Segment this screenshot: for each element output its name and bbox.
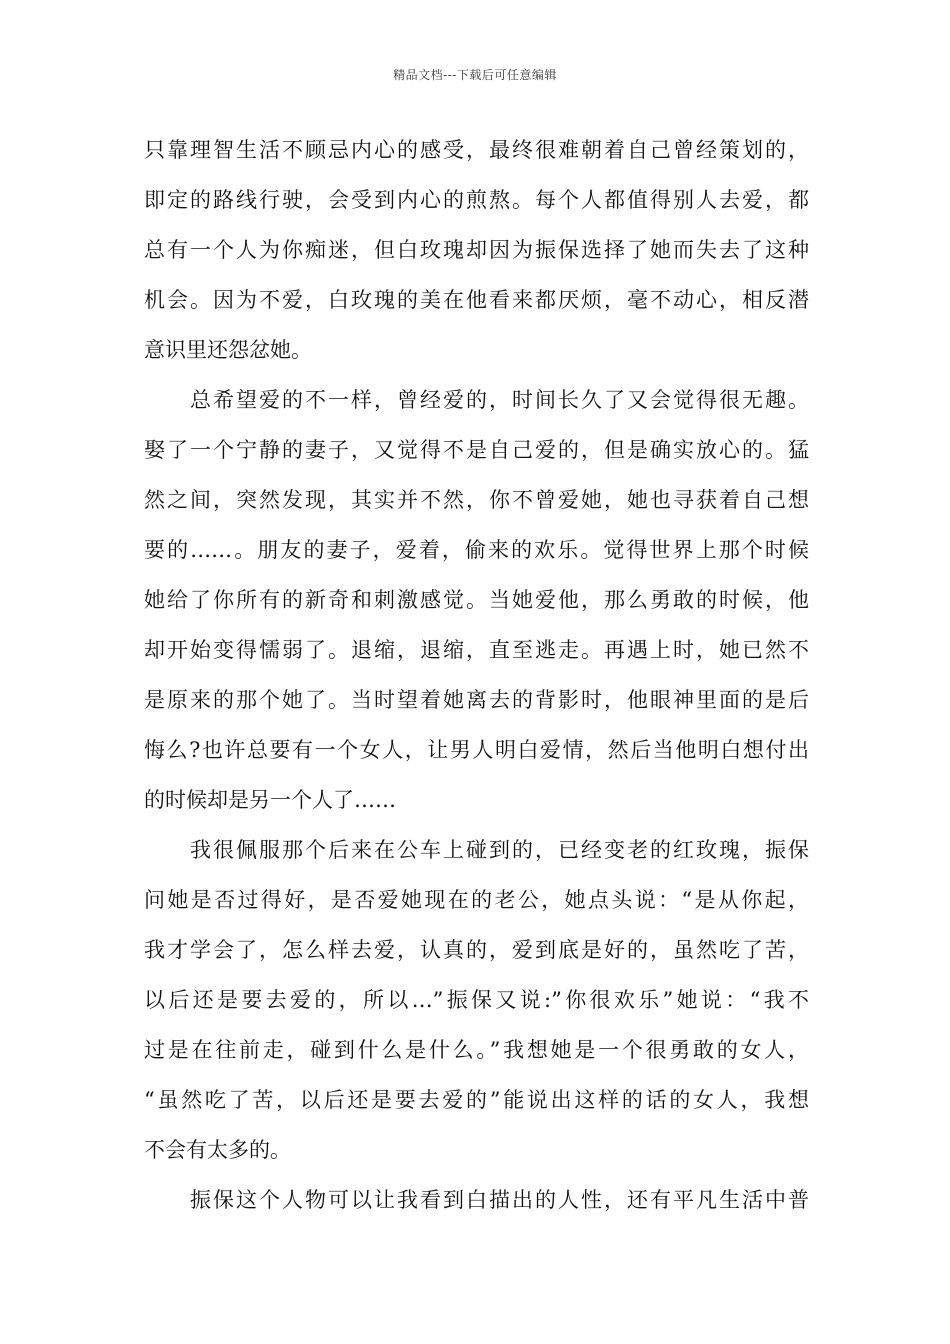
text-line: 却开始变得懦弱了。退缩，退缩，直至逃走。再遇上时，她已然不 [144,638,809,662]
text-line: 机会。因为不爱，白玫瑰的美在他看来都厌烦，毫不动心，相反潜 [144,288,809,312]
text-line: 娶了一个宁静的妻子，又觉得不是自己爱的，但是确实放心的。猛 [144,438,809,462]
text-line: 要的……。朋友的妻子，爱着，偷来的欢乐。觉得世界上那个时候 [144,538,809,562]
text-line: 然之间，突然发现，其实并不然，你不曾爱她，她也寻获着自己想 [144,488,809,512]
text-line: 问她是否过得好，是否爱她现在的老公，她点头说：“是从你起， [144,888,809,912]
text-line: 不会有太多的。 [144,1138,291,1162]
text-line: 总希望爱的不一样，曾经爱的，时间长久了又会觉得很无趣。 [190,388,809,412]
text-line: 悔么?也许总要有一个女人，让男人明白爱情，然后当他明白想付出 [144,738,809,762]
text-line: 意识里还怨忿她。 [144,338,312,362]
body-text [144,125,809,1225]
text-line: 只靠理智生活不顾忌内心的感受，最终很难朝着自己曾经策划的， [144,138,809,162]
text-line: 她给了你所有的新奇和刺激感觉。当她爱他，那么勇敢的时候，他 [144,588,809,612]
text-line: 我很佩服那个后来在公车上碰到的，已经变老的红玫瑰，振保 [190,838,809,862]
text-line: 过是在往前走，碰到什么是什么。”我想她是一个很勇敢的女人， [144,1038,809,1062]
text-line: 的时候却是另一个人了…… [144,788,396,812]
page-header: 精品文档---下载后可任意编辑 [393,68,557,82]
text-line: 是原来的那个她了。当时望着她离去的背影时，他眼神里面的是后 [144,688,809,712]
text-line: “虽然吃了苦，以后还是要去爱的”能说出这样的话的女人，我想 [144,1088,809,1112]
text-line: 我才学会了，怎么样去爱，认真的，爱到底是好的，虽然吃了苦， [144,938,809,962]
text-line: 总有一个人为你痴迷，但白玫瑰却因为振保选择了她而失去了这种 [144,238,809,262]
text-line: 即定的路线行驶，会受到内心的煎熬。每个人都值得别人去爱，都 [144,188,809,212]
text-line: 振保这个人物可以让我看到白描出的人性，还有平凡生活中普 [190,1188,809,1212]
text-line: 以后还是要去爱的，所以…”振保又说:”你很欢乐”她说：“我不 [144,988,809,1012]
